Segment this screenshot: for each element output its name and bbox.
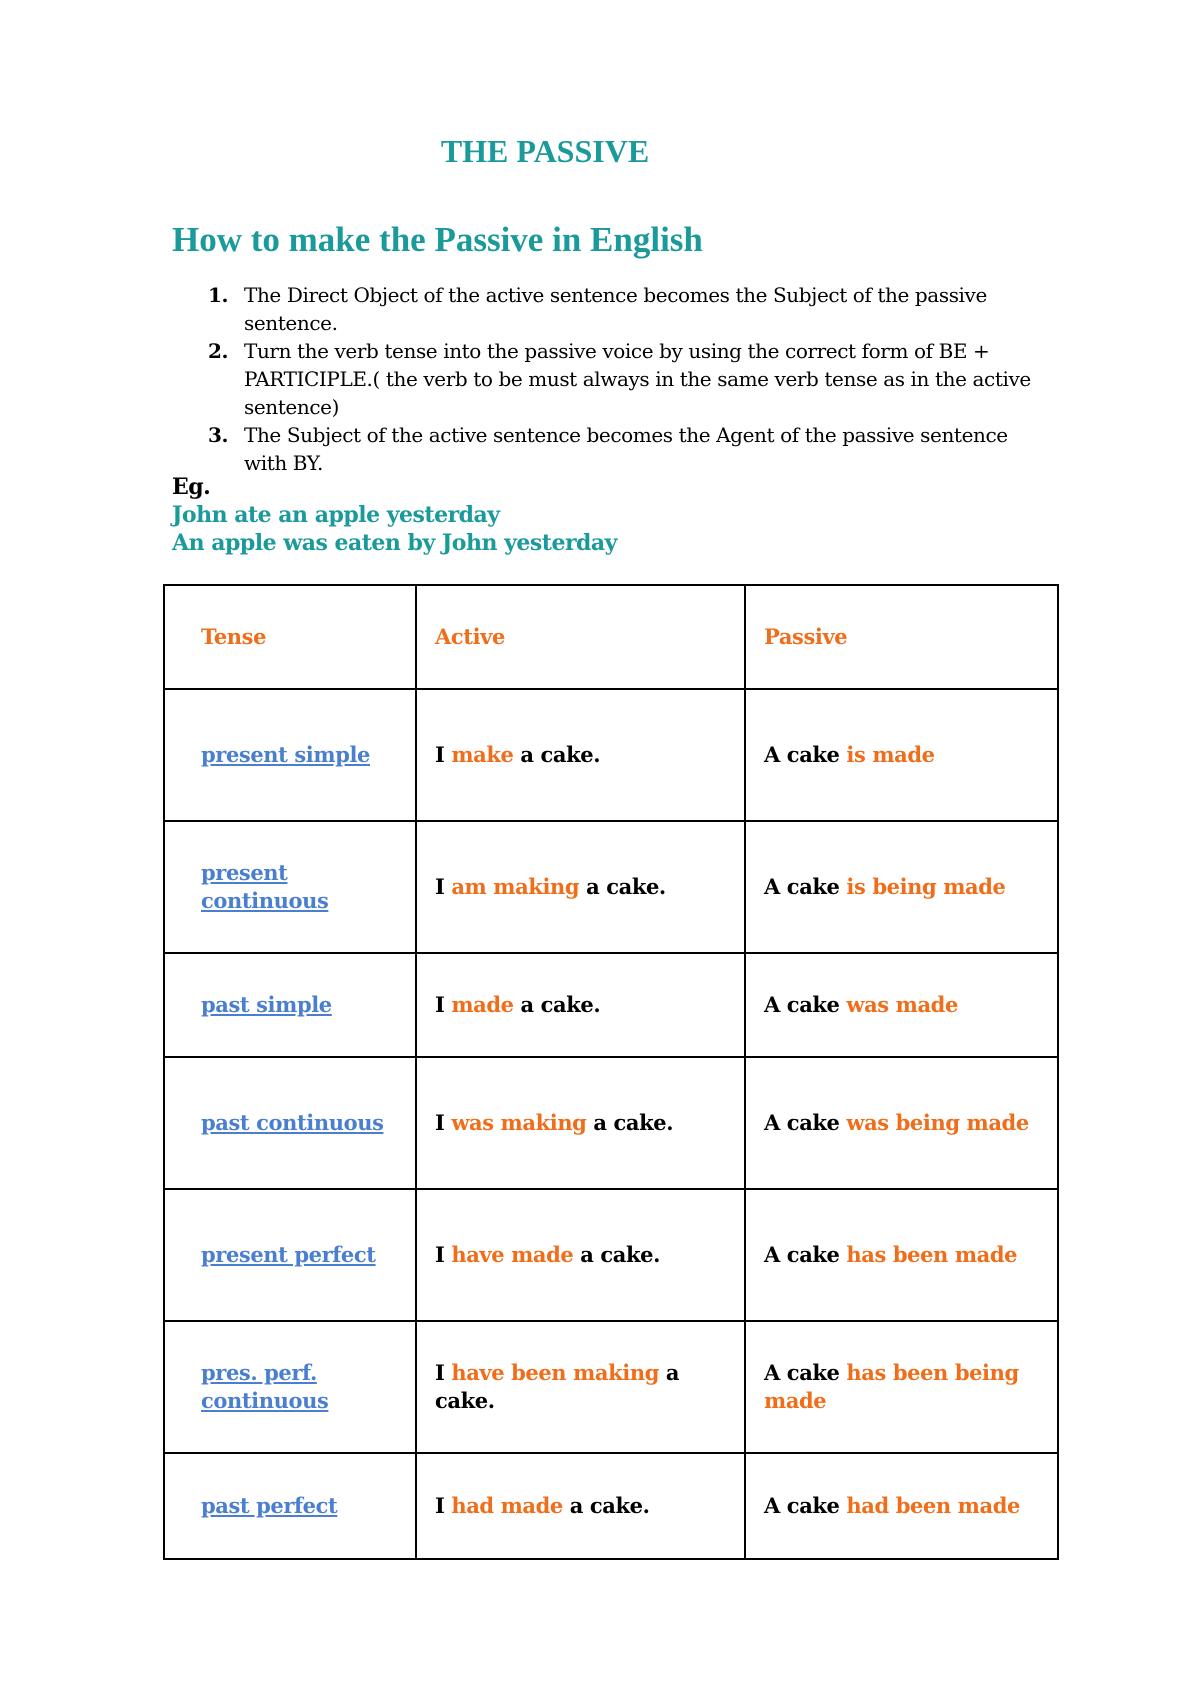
step-item — [172, 337, 1052, 421]
passive-verb: had been made — [846, 1493, 1020, 1518]
active-pre: I — [435, 1360, 452, 1385]
example-block — [172, 473, 617, 557]
passive-pre: A cake — [764, 1242, 847, 1267]
header-passive: Passive — [764, 624, 848, 649]
step-text: The Subject of the active sentence becomes the Agent of the passive sentence with BY. — [244, 423, 1008, 475]
example-label: Eg. — [172, 474, 211, 500]
active-post: a cake. — [513, 742, 601, 767]
header-cell-active — [416, 585, 745, 689]
active-post: a cake. — [562, 1493, 650, 1518]
tense-cell — [164, 1453, 416, 1559]
passive-pre: A cake — [764, 874, 847, 899]
table-row — [164, 1189, 1058, 1321]
step-item — [172, 421, 1052, 477]
tense-cell — [164, 1057, 416, 1189]
passive-cell — [745, 1057, 1058, 1189]
tense-cell — [164, 1189, 416, 1321]
tense-cell — [164, 1321, 416, 1453]
tense-table — [163, 584, 1059, 1560]
table-row — [164, 1057, 1058, 1189]
header-tense: Tense — [201, 624, 267, 649]
tense-link[interactable]: past continuous — [201, 1110, 384, 1135]
active-verb: made — [451, 992, 514, 1017]
active-verb: make — [451, 742, 514, 767]
passive-pre: A cake — [764, 992, 847, 1017]
tense-link[interactable]: present simple — [201, 742, 371, 767]
passive-cell — [745, 689, 1058, 821]
active-verb: was making — [451, 1110, 587, 1135]
steps-list — [172, 281, 1052, 477]
page-title: THE PASSIVE — [440, 133, 650, 169]
active-cell — [416, 1189, 745, 1321]
passive-cell — [745, 821, 1058, 953]
active-cell — [416, 1321, 745, 1453]
table-row — [164, 689, 1058, 821]
active-post: a cake. — [435, 1360, 680, 1413]
section-heading: How to make the Passive in English — [172, 220, 703, 259]
step-number: 1. — [208, 283, 229, 307]
active-pre: I — [435, 742, 452, 767]
example-passive-sentence: An apple was eaten by John yesterday — [172, 530, 617, 556]
active-pre: I — [435, 1493, 452, 1518]
tense-cell — [164, 689, 416, 821]
tense-link[interactable]: past perfect — [201, 1493, 338, 1518]
header-active: Active — [435, 624, 505, 649]
active-cell — [416, 1057, 745, 1189]
tense-link[interactable]: past simple — [201, 992, 332, 1017]
step-item — [172, 281, 1052, 337]
active-pre: I — [435, 1242, 452, 1267]
table-row — [164, 821, 1058, 953]
passive-verb: is being made — [846, 874, 1006, 899]
step-number: 2. — [208, 339, 229, 363]
passive-cell — [745, 1189, 1058, 1321]
tense-cell — [164, 953, 416, 1057]
table-row — [164, 1453, 1058, 1559]
passive-cell — [745, 1453, 1058, 1559]
table-row — [164, 953, 1058, 1057]
passive-cell — [745, 1321, 1058, 1453]
active-cell — [416, 821, 745, 953]
active-post: a cake. — [513, 992, 601, 1017]
passive-pre: A cake — [764, 1360, 847, 1385]
passive-verb: was being made — [846, 1110, 1029, 1135]
passive-verb: has been made — [846, 1242, 1018, 1267]
passive-pre: A cake — [764, 742, 847, 767]
active-cell — [416, 1453, 745, 1559]
active-pre: I — [435, 874, 452, 899]
tense-link[interactable]: present continuous — [201, 860, 329, 913]
example-active-sentence: John ate an apple yesterday — [172, 502, 500, 528]
passive-verb: is made — [846, 742, 935, 767]
active-cell — [416, 689, 745, 821]
active-post: a cake. — [573, 1242, 661, 1267]
passive-verb: was made — [846, 992, 958, 1017]
step-text: The Direct Object of the active sentence becomes the Subject of the passive sentence. — [244, 283, 987, 335]
active-post: a cake. — [586, 1110, 674, 1135]
table-header-row — [164, 585, 1058, 689]
active-verb: had made — [451, 1493, 563, 1518]
active-cell — [416, 953, 745, 1057]
passive-pre: A cake — [764, 1110, 847, 1135]
header-cell-tense — [164, 585, 416, 689]
step-text: Turn the verb tense into the passive voice by using the correct form of BE + PARTICIPLE.( the verb to be must always in the same verb tense as in the active sentence) — [244, 339, 1031, 419]
tense-link[interactable]: present perfect — [201, 1242, 376, 1267]
header-cell-passive — [745, 585, 1058, 689]
active-pre: I — [435, 1110, 452, 1135]
passive-verb: has been being made — [764, 1360, 1019, 1413]
table-row — [164, 1321, 1058, 1453]
tense-cell — [164, 821, 416, 953]
active-post: a cake. — [579, 874, 666, 899]
passive-cell — [745, 953, 1058, 1057]
step-number: 3. — [208, 423, 229, 447]
active-pre: I — [435, 992, 452, 1017]
active-verb: have been making — [451, 1360, 659, 1385]
active-verb: have made — [451, 1242, 574, 1267]
passive-pre: A cake — [764, 1493, 847, 1518]
tense-link[interactable]: pres. perf. continuous — [201, 1360, 329, 1413]
active-verb: am making — [451, 874, 580, 899]
